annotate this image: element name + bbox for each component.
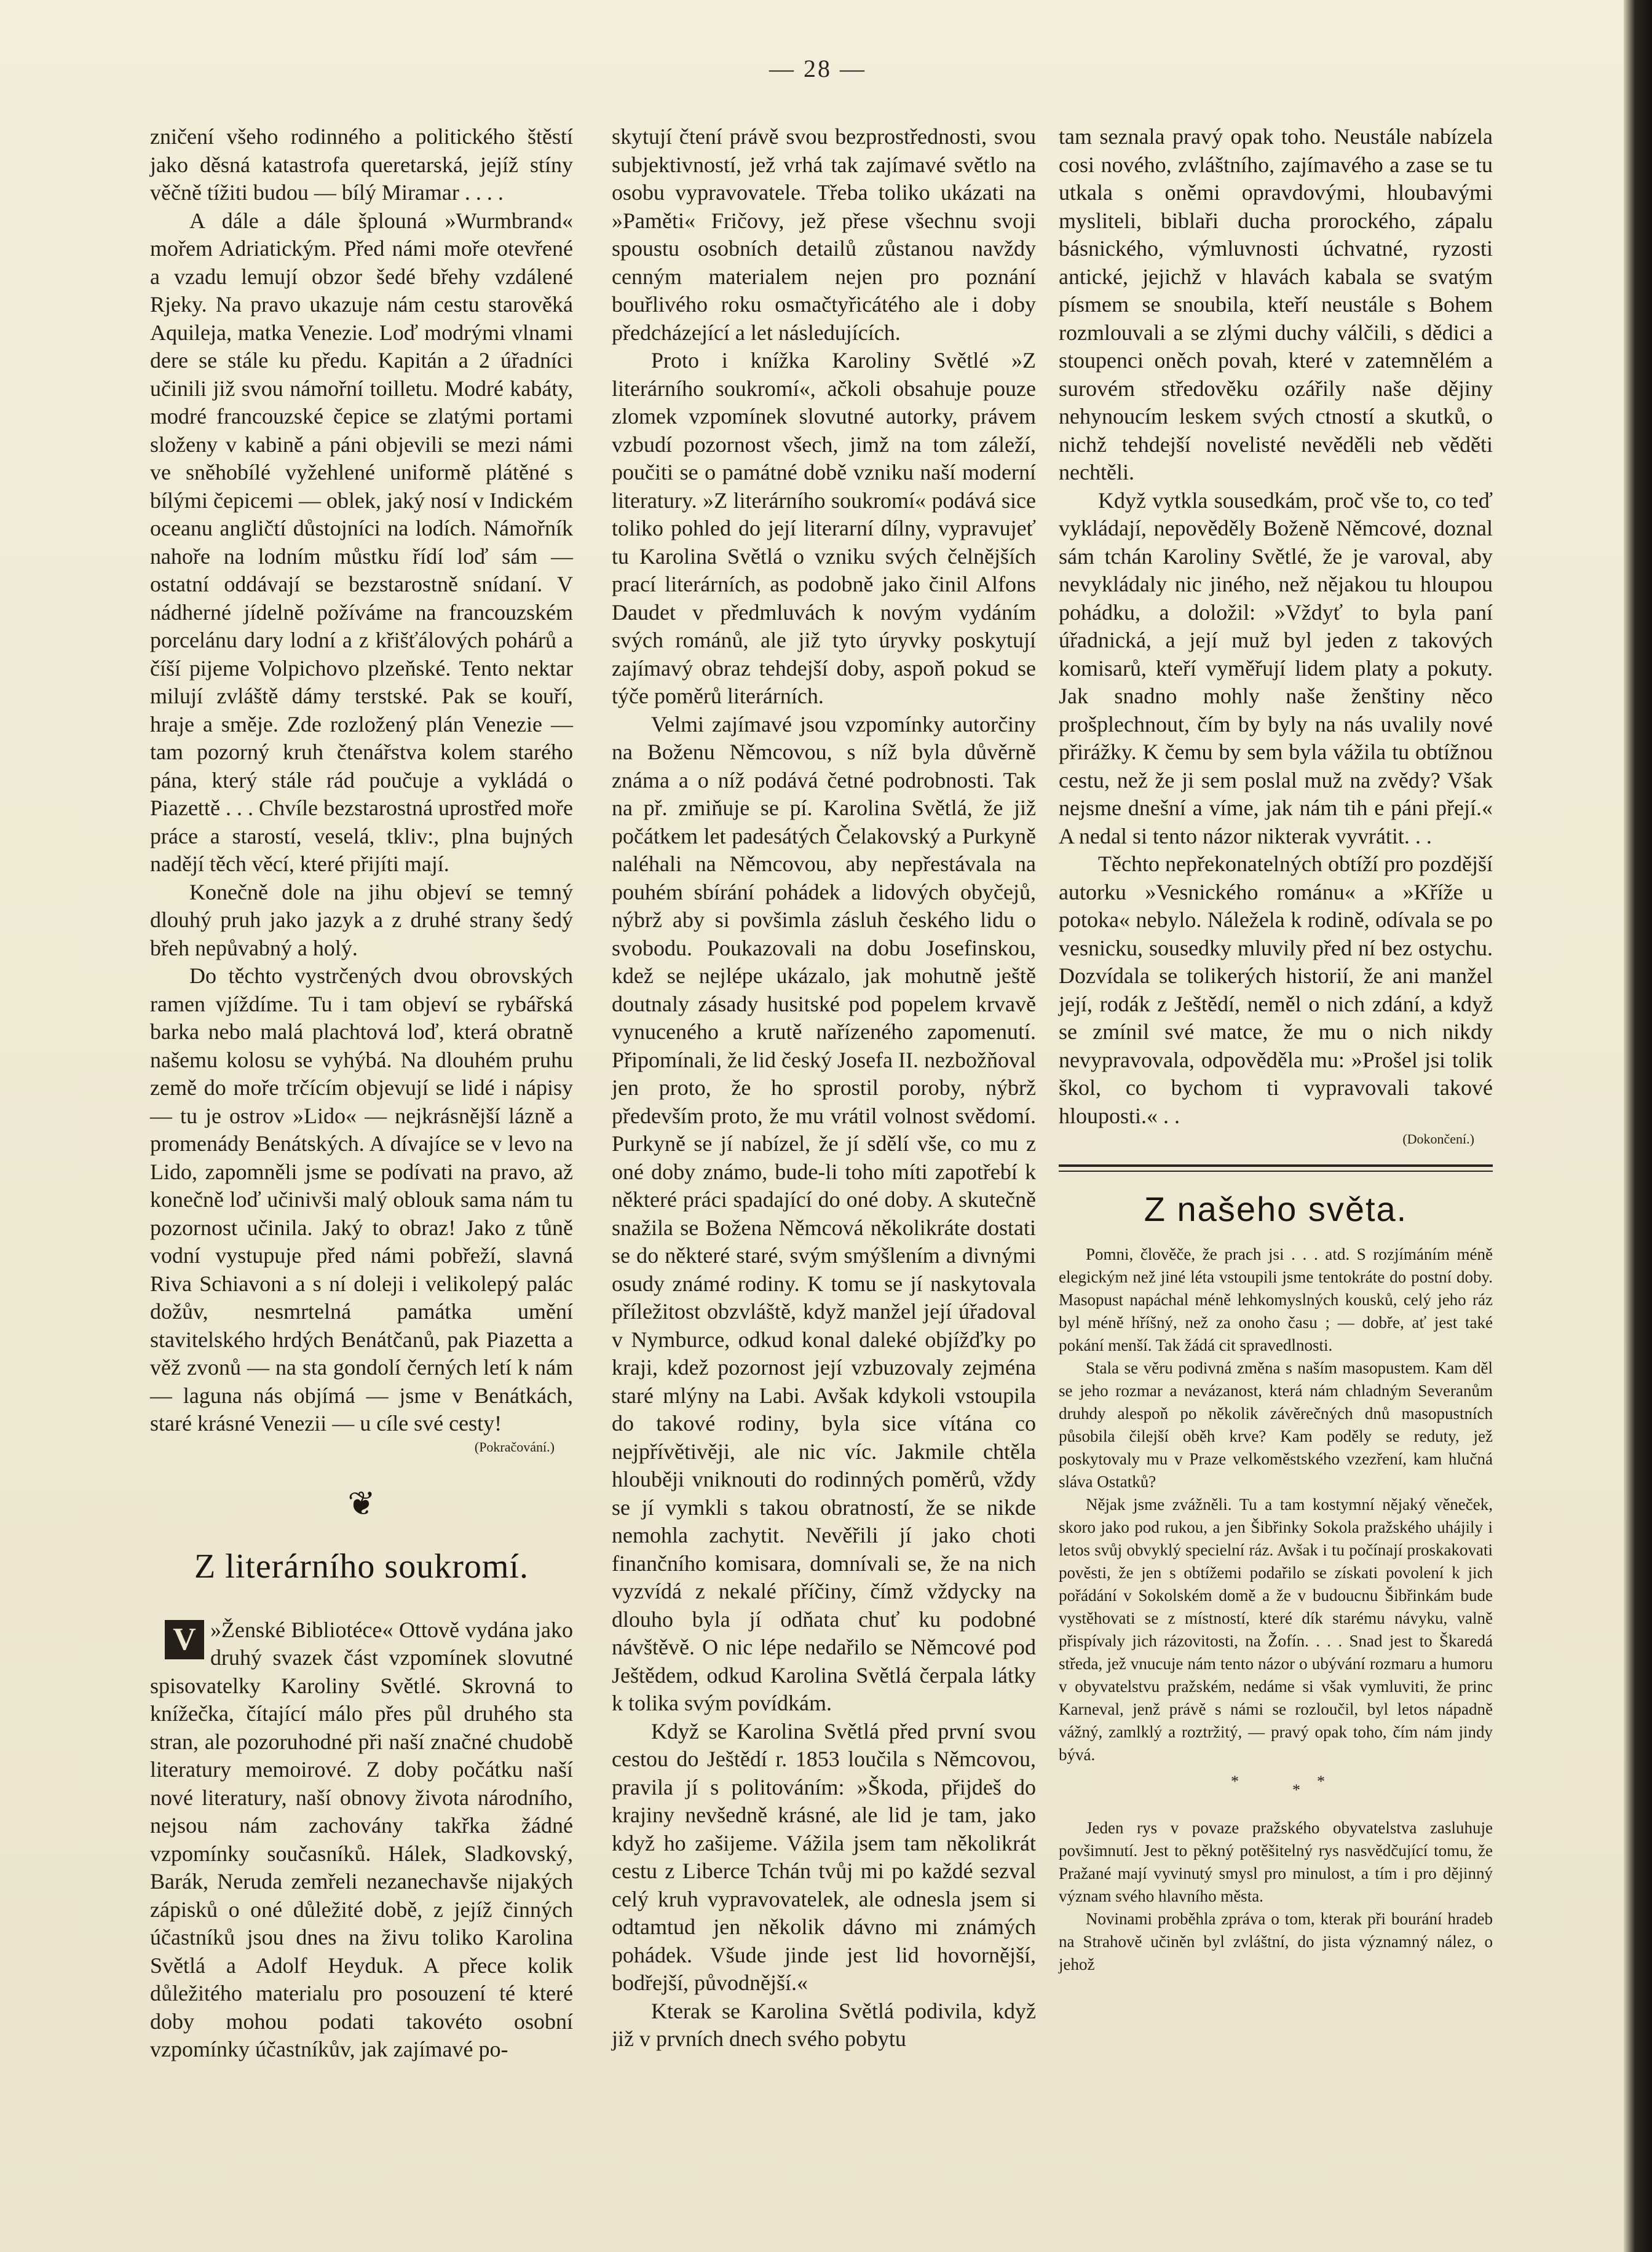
column-left	[150, 123, 573, 2064]
paragraph: Do těchto vystrčených dvou obrovských ramen vjíždíme. Tu i tam objeví se rybářská barka nebo malá plachtová loď, která obratně našemu kolosu se vyhýbá. Na dlouhém pruhu země do moře trčícím objevují se lidé i nápisy — tu je ostrov »Lido« — nejkrásnější lázně a promenády Benátských. A dívajíce se v levo na Lido, zapomněli jsme se podívati na pravo, až konečně loď učinivši malý oblouk sama nám tu pozornost učinila. Jaký to obraz! Jako z tůně vodní vystupuje před námi pobřeží, slavná Riva Schiavoni a s ní doleji i velikolepý palác dožův, nesmrtelná památka umění stavitelského hrdých Benátčanů, pak Piazetta a věž zvonů — na sta gondolí černých letí k nám — laguna nás objímá — jsme v Benátkách, staré krásné Venezii — u cíle své cesty!	[150, 963, 573, 1436]
section-title-our-world: Z našeho světa.	[1144, 1190, 1408, 1228]
paragraph: Velmi zajímavé jsou vzpomínky autorčiny na Boženu Němcovou, s níž byla důvěrně známa a o níž podává četné podrobnosti. Tak na př. zmiňuje se pí. Karolina Světlá, že již počátkem let padesátých Čelakovský a Purkyně naléhali na Němcovou, aby nepřestávala na pouhém sbírání pohádek a lidových obyčejů, nýbrž aby si povšimla zásluh českého lidu o svobodu. Poukazovali na dobu Josefinskou, kdež se nejlépe ukázalo, jak mohutně ještě doutnaly zásady husitské pod popelem krvavě vynuceného a krutě nařízeného zapomenutí. Připomínali, že lid český Josefa II. nezbožňoval jen proto, že ho sprostil poroby, nýbrž především proto, že mu vrátil volnost svědomí. Purkyně se jí nabízel, že jí sdělí vše, co mu z oné doby známo, bude-li toho míti zapotřebí k některé práci spadající do oné doby. A skutečně snažila se Božena Němcová několikráte dostati se do některé staré, svým smýšlením a divnými osudy známé rodiny. K tomu se jí naskytovala příležitost obzvláště, když manžel její úřadoval v Nymburce, odkud konal daleké objížďky po kraji, kdež pozornost její vzbuzovaly zejména staré mlýny na Labi. Avšak kdykoli vstoupila do takové rodiny, byla sice vítána co nejpřívětivěji, ale nic víc. Jakmile chtěla hlouběji vniknouti do rodinných poměrů, vždy se jí vymkli s takou obratností, že se nikde nemohla zachytit. Nevěřili jí jako choti finančního komisara, domnívali se, že na nich vyzvídá z nekalé příčiny, čímž vždycky na dlouho byla jí odňata chuť ku podobné návštěvě. O nic lépe nedařilo se Němcové pod Ještědem, odkud Karolina Světlá čerpala látky k tolika svým povídkám.	[612, 711, 1036, 1715]
paragraph: Stala se věru podivná změna s naším masopustem. Kam děl se jeho rozmar a nevázanost, která nám chladným Severanům druhdy alespoň po několik závěrečných dnů masopustních působila čilejší oběh krve? Kam poděly se reduty, jež poskytovaly mu v Praze velkoměstského vzezření, kam hlučná sláva Ostatků?	[1059, 1359, 1493, 1491]
paragraph-with-dropcap	[150, 1616, 573, 2064]
paragraph: Proto i knížka Karoliny Světlé »Z literárního soukromí«, ačkoli obsahuje pouze zlomek vzpomínek slovutné autorky, právem vzbudí pozornost všech, jimž na tom záleží, poučiti se o památné době vzniku naší moderní literatury. »Z literárního soukromí« podává sice toliko pohled do její literarní dílny, vypravujeť tu Karolina Světlá o vzniku svých čelnějších prací literárních, as podobně jako činil Alfons Daudet v předmluvách k novým vydáním svých románů, ale již tyto úryvky poskytují zajímavý obraz tehdejší doby, aspoň pokud se týče poměrů literárních.	[612, 348, 1036, 708]
continuation-note: (Pokračování.)	[474, 1439, 555, 1455]
paragraph: Pomni, člověče, že prach jsi . . . atd. S rozjímáním méně elegickým než jiné léta vstoupili jsme tentokráte do postní doby. Masopust napáchal méně lehkomyslných kousků, celý jeho ráz byl méně hříšný, než za onoho času ; — dobře, ať jest také pokání menší. Tak žádá cit spravedlnosti.	[1059, 1245, 1493, 1354]
paragraph: Nějak jsme zvážněli. Tu a tam kostymní nějaký věneček, skoro jako pod rukou, a jen Šibřinky Sokola pražského uhájily i letos svůj obvyklý specielní ráz. Avšak i tu počínají proskakovati pověsti, že jen s obtížemi podařilo se získati povolení k jich pořádání v Sokolském domě a že v budoucnu Šibřinkám bude vystěhovati se z místností, které dík starému návyku, valně přispívaly jich rázovitosti, na Žofín. . . . Snad jest to Škaredá středa, jež vnucuje nám tento názor o ubývání rozmaru a humoru v obyvatelstvu pražském, nedáme si však vymluviti, že princ Karneval, jenž právě s námi se rozloučil, byl letos nápadně vážný, zamlklý a roztržitý, — pravý opak toho, čím nám jindy bývá.	[1059, 1495, 1493, 1764]
news-section	[1059, 1243, 1493, 1976]
paragraph: A dále a dále šplouná »Wurmbrand« mořem Adriatickým. Před námi moře otevřené a vzadu lemují obzor šedé břehy vzdálené Rjeky. Na pravo ukazuje nám cestu starověká Aquileja, matka Venezie. Loď modrými vlnami dere se stále ku předu. Kapitán a 2 úřadníci učinili již svou námořní toilletu. Modré kabáty, modré francouzské čepice se zlatými portami složeny v kabině a páni objevili se mezi námi ve sněhobílé vyžehlené uniformě plátěné s bílými čepicemi — oblek, jaký nosí v Indickém oceanu angličtí důstojníci na lodích. Námořník nahoře na lodním můstku řídí loď sám — ostatní oddávají se bezstarostně snídaní. V nádherné jídelně požíváme na francouzském porcelánu dary lodní a z křišťálových pohárů a číší pijeme Volpichovo plzeňské. Tento nektar milují zvláště dámy terstské. Pak se kouří, hraje a směje. Zde rozložený plán Venezie — tam pozorný kruh čtenářstva kolem starého pána, který stále rád poučuje a vykládá o Piazettě . . . Chvíle bezstarostná uprostřed moře práce a starostí, veselá, tkliv:, plna bujných nadějí těch věcí, které přijíti mají.	[150, 208, 573, 876]
star-icon: *	[1231, 1772, 1239, 1790]
paragraph: Kterak se Karolina Světlá podivila, když již v prvních dnech svého pobytu	[612, 1998, 1036, 2051]
paragraph-text: »Ženské Bibliotéce« Ottově vydána jako druhý svazek část vzpomínek slovutné spisovatelky Karoliny Světlé. Skrovná to knížečka, čítající málo přes půl druhého sta stran, ale pozoruhodné při naší značné chudobě literatury memoirové. Z doby počátku naší nové literatury, naší obnovy života národního, nejsou nám zachovány takřka žádné vzpomínky současníků. Hálek, Sladkovský, Barák, Neruda zemřeli nezanechavše nijakých zápisků o oné důležité době, z jejíž činných účastníků jsou dnes na živu toliko Karolina Světlá a Adolf Heyduk. A přece kolik důležitého materialu pro posouzení té které doby mohou podati takovéto osobní vzpomínky účastníkův, jak zajímavé po-	[150, 1617, 573, 2061]
section-title-literary: Z literárního soukromí.	[194, 1547, 529, 1586]
star-icon: *	[1317, 1772, 1325, 1790]
paragraph: tam seznala pravý opak toho. Neustále nabízela cosi nového, zvláštního, zajímavého a zase se tu utkala s oněmi opravdovými, hloubavými mysliteli, biblaři ducha prorockého, zápalu básnického, výmluvnosti úchvatné, ryzosti antické, jejichž v hlavách kabala se svatým písmem se snoubila, kteří neustále s Bohem rozmlouvali a se zlými duchy válčili, s dědici a stoupenci oněch povah, které v zatemnělém a surovém středověku ozářily naše dějiny nehynoucím leskem svých ctností a skutků, o nichž tehdejší novelisté nevěděli neb věděti nechtěli.	[1059, 124, 1493, 484]
dropcap: V	[165, 1620, 204, 1659]
star-icon: *	[1292, 1781, 1300, 1799]
paragraph: Novinami proběhla zpráva o tom, kterak při bourání hradeb na Strahově učiněn byl zvláštní, do jista významný nález, o jehož	[1059, 1910, 1493, 1973]
paragraph: Když vytkla sousedkám, proč vše to, co teď vykládají, nepověděly Boženě Němcové, doznal sám tchán Karoliny Světlé, že je varoval, aby nevykládaly nic jiného, než nějakou tu hloupou pohádku, a doložil: »Vždyť to byla paní úřadnická, a její muž byl jeden z takových komisarů, kteří vyměřují lidem platy a pokuty. Jak snadno mohly naše ženštiny něco prošplechnout, čím by byly na nás uvalily nové přirážky. K čemu by sem byla vážila tu obtížnou cestu, než že ji sem poslal muž na zvědy? Však nejsme dnešní a víme, jak nám tih e páni přejí.« A nedal si tento názor nikterak vyvrátit. . .	[1059, 488, 1493, 848]
asterism	[1059, 1770, 1493, 1807]
paragraph: Když se Karolina Světlá před první svou cestou do Ještědí r. 1853 loučila s Němcovou, pravila jí s politováním: »Škoda, přijdeš do krajiny nevšedně krásné, ale lid je tam, jako když ho zašijeme. Vážila jsem tam několikrát cestu z Liberce Tchán tvůj mi po každé sezval celý kruh vypravovatelek, ale odnesla jsem si odtamtud jen několik dávno mi známých pohádek. Všude jinde jest lid hovornější, bodřejší, původnější.«	[612, 1718, 1036, 1995]
page-edge	[1624, 0, 1652, 2252]
paragraph: Konečně dole na jihu objeví se temný dlouhý pruh jako jazyk a z druhé strany šedý břeh nepůvabný a holý.	[150, 879, 573, 960]
conclusion-note: (Dokončení.)	[1402, 1131, 1474, 1147]
column-right	[1059, 123, 1493, 1976]
paragraph: skytují čtení právě svou bezprostřednosti, svou subjektivností, jež vrhá tak zajímavé světlo na osobu vypravovatele. Třeba toliko ukázati na »Paměti« Fričovy, jež přese všechnu svoji spoustu osobních detailů zůstanou navždy cenným materialem nejen pro poznání bouřlivého roku osmačtyřicátého ale i doby předcházející a let následujících.	[612, 124, 1036, 345]
paragraph: zničení všeho rodinného a politického štěstí jako děsná katastrofa queretarská, jejíž stíny věčně tížiti budou — bílý Miramar . . . .	[150, 124, 573, 205]
column-middle	[612, 123, 1036, 2053]
section-divider	[1059, 1164, 1493, 1172]
paragraph: Těchto nepřekonatelných obtíží pro pozdější autorku »Vesnického románu« a »Kříže u potoka« nebylo. Náležela k rodině, odívala se po vesnicku, sousedky mluvily před ní bez ostychu. Dozvídala se tolikerých historií, že ani manžel její, rodák z Ještědí, neměl o nich zdání, a když se zmínil své matce, že mu o nich nikdy nevypravovala, odpověděla mu: »Prošel jsi tolik škol, co bychom ti vypravovali takové hlouposti.« . .	[1059, 851, 1493, 1128]
ornament-icon: ❦	[347, 1485, 376, 1522]
paragraph: Jeden rys v povaze pražského obyvatelstva zasluhuje povšimnutí. Jest to pěkný potěšitelný rys nasvědčující tomu, že Pražané mají vyvinutý smysl pro minulost, a tím i pro dějinný význam svého hlavního města.	[1059, 1819, 1493, 1905]
page-number: — 28 —	[769, 55, 866, 82]
